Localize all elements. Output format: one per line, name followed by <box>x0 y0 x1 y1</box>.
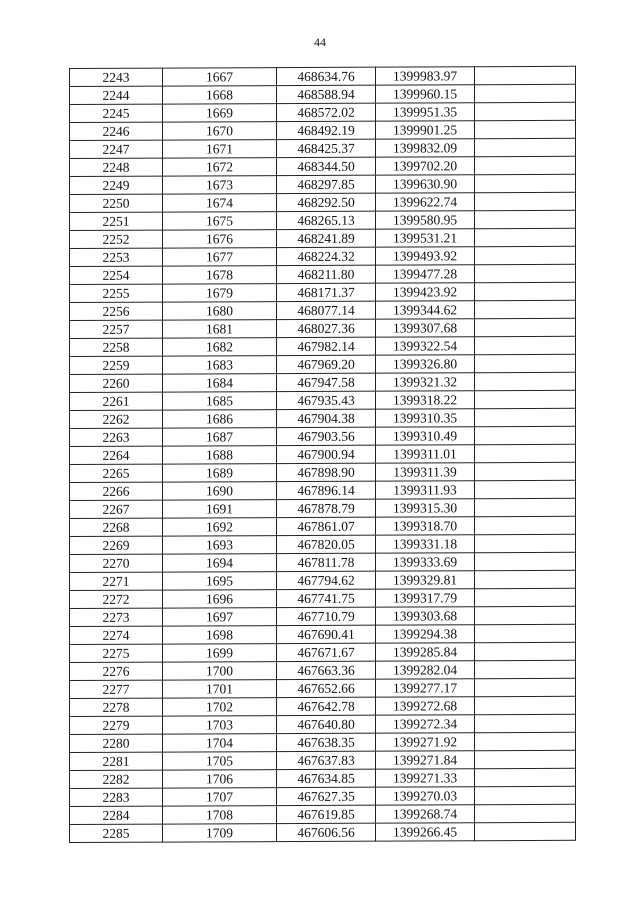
point-number-cell: 1696 <box>163 590 277 608</box>
note-cell <box>475 84 576 102</box>
y-coordinate-cell: 1399271.33 <box>376 769 475 787</box>
point-number-cell: 1694 <box>163 554 277 572</box>
y-coordinate-cell: 1399983.97 <box>376 67 475 85</box>
point-number-cell: 1709 <box>163 824 277 842</box>
y-coordinate-cell: 1399271.92 <box>376 733 475 751</box>
y-coordinate-cell: 1399630.90 <box>376 175 475 193</box>
y-coordinate-cell: 1399317.79 <box>376 589 475 607</box>
coordinates-table-body <box>70 66 576 842</box>
table-row <box>70 498 576 518</box>
row-number-cell: 2274 <box>70 626 163 644</box>
x-coordinate-cell: 467634.85 <box>277 769 376 787</box>
row-number-cell: 2263 <box>70 428 163 446</box>
row-number-cell: 2246 <box>70 122 163 140</box>
table-row <box>70 156 576 176</box>
x-coordinate-cell: 467663.36 <box>277 661 376 679</box>
y-coordinate-cell: 1399311.01 <box>376 445 475 463</box>
point-number-cell: 1695 <box>163 572 277 590</box>
row-number-cell: 2273 <box>70 608 163 626</box>
note-cell <box>475 138 576 156</box>
y-coordinate-cell: 1399315.30 <box>376 499 475 517</box>
y-coordinate-cell: 1399622.74 <box>376 193 475 211</box>
note-cell <box>475 444 576 462</box>
row-number-cell: 2271 <box>70 572 163 590</box>
note-cell <box>475 534 576 552</box>
note-cell <box>475 246 576 264</box>
note-cell <box>475 822 576 840</box>
note-cell <box>475 264 576 282</box>
x-coordinate-cell: 467619.85 <box>277 805 376 823</box>
table-row <box>70 516 576 536</box>
table-row <box>70 462 576 482</box>
table-row <box>70 264 576 284</box>
y-coordinate-cell: 1399270.03 <box>376 787 475 805</box>
row-number-cell: 2254 <box>70 266 163 284</box>
table-row <box>70 534 576 554</box>
point-number-cell: 1686 <box>163 410 277 428</box>
note-cell <box>475 606 576 624</box>
row-number-cell: 2284 <box>70 806 163 824</box>
point-number-cell: 1685 <box>163 392 277 410</box>
y-coordinate-cell: 1399702.20 <box>376 157 475 175</box>
table-row <box>70 606 576 626</box>
x-coordinate-cell: 468171.37 <box>277 283 376 301</box>
row-number-cell: 2259 <box>70 356 163 374</box>
point-number-cell: 1682 <box>163 338 277 356</box>
point-number-cell: 1671 <box>163 140 277 158</box>
point-number-cell: 1692 <box>163 518 277 536</box>
x-coordinate-cell: 468241.89 <box>277 229 376 247</box>
y-coordinate-cell: 1399311.93 <box>376 481 475 499</box>
row-number-cell: 2252 <box>70 230 163 248</box>
table-row <box>70 246 576 266</box>
point-number-cell: 1669 <box>163 104 277 122</box>
point-number-cell: 1673 <box>163 176 277 194</box>
y-coordinate-cell: 1399580.95 <box>376 211 475 229</box>
row-number-cell: 2285 <box>70 824 163 842</box>
row-number-cell: 2260 <box>70 374 163 392</box>
note-cell <box>475 300 576 318</box>
note-cell <box>475 660 576 678</box>
coordinates-table <box>69 66 576 843</box>
table-row <box>70 426 576 446</box>
point-number-cell: 1702 <box>163 698 277 716</box>
y-coordinate-cell: 1399331.18 <box>376 535 475 553</box>
row-number-cell: 2249 <box>70 176 163 194</box>
note-cell <box>475 552 576 570</box>
table-row <box>70 138 576 158</box>
row-number-cell: 2282 <box>70 770 163 788</box>
table-row <box>70 588 576 608</box>
point-number-cell: 1677 <box>163 248 277 266</box>
x-coordinate-cell: 467606.56 <box>277 823 376 841</box>
y-coordinate-cell: 1399318.22 <box>376 391 475 409</box>
row-number-cell: 2256 <box>70 302 163 320</box>
x-coordinate-cell: 468492.19 <box>277 121 376 139</box>
point-number-cell: 1698 <box>163 626 277 644</box>
table-row <box>70 372 576 392</box>
point-number-cell: 1688 <box>163 446 277 464</box>
x-coordinate-cell: 467640.80 <box>277 715 376 733</box>
y-coordinate-cell: 1399303.68 <box>376 607 475 625</box>
point-number-cell: 1679 <box>163 284 277 302</box>
note-cell <box>475 174 576 192</box>
row-number-cell: 2253 <box>70 248 163 266</box>
point-number-cell: 1703 <box>163 716 277 734</box>
y-coordinate-cell: 1399329.81 <box>376 571 475 589</box>
point-number-cell: 1668 <box>163 86 277 104</box>
note-cell <box>475 570 576 588</box>
table-row <box>70 228 576 248</box>
row-number-cell: 2258 <box>70 338 163 356</box>
point-number-cell: 1701 <box>163 680 277 698</box>
y-coordinate-cell: 1399333.69 <box>376 553 475 571</box>
table-row <box>70 768 576 788</box>
x-coordinate-cell: 468211.80 <box>277 265 376 283</box>
note-cell <box>475 624 576 642</box>
y-coordinate-cell: 1399344.62 <box>376 301 475 319</box>
x-coordinate-cell: 468292.50 <box>277 193 376 211</box>
table-row <box>70 804 576 824</box>
y-coordinate-cell: 1399423.92 <box>376 283 475 301</box>
x-coordinate-cell: 467861.07 <box>277 517 376 535</box>
note-cell <box>475 768 576 786</box>
note-cell <box>475 228 576 246</box>
table-row <box>70 336 576 356</box>
x-coordinate-cell: 468224.32 <box>277 247 376 265</box>
row-number-cell: 2268 <box>70 518 163 536</box>
x-coordinate-cell: 467741.75 <box>277 589 376 607</box>
note-cell <box>475 336 576 354</box>
table-row <box>70 570 576 590</box>
table-row <box>70 444 576 464</box>
x-coordinate-cell: 468344.50 <box>277 157 376 175</box>
table-row <box>70 786 576 806</box>
point-number-cell: 1670 <box>163 122 277 140</box>
note-cell <box>475 498 576 516</box>
point-number-cell: 1704 <box>163 734 277 752</box>
table-row <box>70 732 576 752</box>
row-number-cell: 2265 <box>70 464 163 482</box>
row-number-cell: 2257 <box>70 320 163 338</box>
y-coordinate-cell: 1399321.32 <box>376 373 475 391</box>
row-number-cell: 2261 <box>70 392 163 410</box>
point-number-cell: 1667 <box>163 68 277 86</box>
x-coordinate-cell: 468572.02 <box>277 103 376 121</box>
x-coordinate-cell: 467898.90 <box>277 463 376 481</box>
note-cell <box>475 102 576 120</box>
point-number-cell: 1680 <box>163 302 277 320</box>
table-row <box>70 624 576 644</box>
y-coordinate-cell: 1399310.49 <box>376 427 475 445</box>
point-number-cell: 1697 <box>163 608 277 626</box>
note-cell <box>475 714 576 732</box>
y-coordinate-cell: 1399318.70 <box>376 517 475 535</box>
point-number-cell: 1693 <box>163 536 277 554</box>
y-coordinate-cell: 1399272.68 <box>376 697 475 715</box>
point-number-cell: 1708 <box>163 806 277 824</box>
y-coordinate-cell: 1399322.54 <box>376 337 475 355</box>
table-row <box>70 192 576 212</box>
table-row <box>70 822 576 842</box>
x-coordinate-cell: 467904.38 <box>277 409 376 427</box>
x-coordinate-cell: 468297.85 <box>277 175 376 193</box>
table-row <box>70 300 576 320</box>
note-cell <box>475 318 576 336</box>
x-coordinate-cell: 467794.62 <box>277 571 376 589</box>
row-number-cell: 2248 <box>70 158 163 176</box>
y-coordinate-cell: 1399277.17 <box>376 679 475 697</box>
table-row <box>70 642 576 662</box>
x-coordinate-cell: 467710.79 <box>277 607 376 625</box>
x-coordinate-cell: 467896.14 <box>277 481 376 499</box>
point-number-cell: 1699 <box>163 644 277 662</box>
table-row <box>70 714 576 734</box>
note-cell <box>475 390 576 408</box>
x-coordinate-cell: 467652.66 <box>277 679 376 697</box>
note-cell <box>475 804 576 822</box>
row-number-cell: 2270 <box>70 554 163 572</box>
x-coordinate-cell: 467811.78 <box>277 553 376 571</box>
note-cell <box>475 696 576 714</box>
point-number-cell: 1705 <box>163 752 277 770</box>
row-number-cell: 2276 <box>70 662 163 680</box>
row-number-cell: 2267 <box>70 500 163 518</box>
x-coordinate-cell: 467969.20 <box>277 355 376 373</box>
table-row <box>70 354 576 374</box>
note-cell <box>475 66 576 84</box>
row-number-cell: 2266 <box>70 482 163 500</box>
point-number-cell: 1681 <box>163 320 277 338</box>
point-number-cell: 1684 <box>163 374 277 392</box>
y-coordinate-cell: 1399951.35 <box>376 103 475 121</box>
x-coordinate-cell: 468588.94 <box>277 85 376 103</box>
row-number-cell: 2277 <box>70 680 163 698</box>
x-coordinate-cell: 467903.56 <box>277 427 376 445</box>
y-coordinate-cell: 1399266.45 <box>376 823 475 841</box>
note-cell <box>475 516 576 534</box>
table-row <box>70 552 576 572</box>
point-number-cell: 1690 <box>163 482 277 500</box>
table-row <box>70 210 576 230</box>
row-number-cell: 2251 <box>70 212 163 230</box>
row-number-cell: 2279 <box>70 716 163 734</box>
row-number-cell: 2278 <box>70 698 163 716</box>
x-coordinate-cell: 467982.14 <box>277 337 376 355</box>
x-coordinate-cell: 468265.13 <box>277 211 376 229</box>
row-number-cell: 2280 <box>70 734 163 752</box>
row-number-cell: 2283 <box>70 788 163 806</box>
table-row <box>70 480 576 500</box>
note-cell <box>475 642 576 660</box>
y-coordinate-cell: 1399311.39 <box>376 463 475 481</box>
point-number-cell: 1691 <box>163 500 277 518</box>
table-row <box>70 318 576 338</box>
point-number-cell: 1675 <box>163 212 277 230</box>
table-row <box>70 174 576 194</box>
x-coordinate-cell: 467900.94 <box>277 445 376 463</box>
note-cell <box>475 786 576 804</box>
table-row <box>70 678 576 698</box>
point-number-cell: 1678 <box>163 266 277 284</box>
point-number-cell: 1689 <box>163 464 277 482</box>
point-number-cell: 1683 <box>163 356 277 374</box>
row-number-cell: 2262 <box>70 410 163 428</box>
note-cell <box>475 120 576 138</box>
point-number-cell: 1676 <box>163 230 277 248</box>
row-number-cell: 2244 <box>70 86 163 104</box>
y-coordinate-cell: 1399271.84 <box>376 751 475 769</box>
point-number-cell: 1687 <box>163 428 277 446</box>
table-row <box>70 750 576 770</box>
x-coordinate-cell: 467642.78 <box>277 697 376 715</box>
row-number-cell: 2269 <box>70 536 163 554</box>
note-cell <box>475 678 576 696</box>
x-coordinate-cell: 467627.35 <box>277 787 376 805</box>
row-number-cell: 2247 <box>70 140 163 158</box>
note-cell <box>475 192 576 210</box>
note-cell <box>475 408 576 426</box>
table-row <box>70 660 576 680</box>
x-coordinate-cell: 467820.05 <box>277 535 376 553</box>
x-coordinate-cell: 467878.79 <box>277 499 376 517</box>
note-cell <box>475 210 576 228</box>
note-cell <box>475 480 576 498</box>
page-number: 44 <box>314 35 326 49</box>
note-cell <box>475 282 576 300</box>
row-number-cell: 2264 <box>70 446 163 464</box>
row-number-cell: 2243 <box>70 68 163 86</box>
row-number-cell: 2272 <box>70 590 163 608</box>
y-coordinate-cell: 1399294.38 <box>376 625 475 643</box>
table-row <box>70 390 576 410</box>
row-number-cell: 2245 <box>70 104 163 122</box>
x-coordinate-cell: 467935.43 <box>277 391 376 409</box>
y-coordinate-cell: 1399285.84 <box>376 643 475 661</box>
row-number-cell: 2275 <box>70 644 163 662</box>
note-cell <box>475 462 576 480</box>
x-coordinate-cell: 467690.41 <box>277 625 376 643</box>
y-coordinate-cell: 1399901.25 <box>376 121 475 139</box>
y-coordinate-cell: 1399272.34 <box>376 715 475 733</box>
table-row <box>70 282 576 302</box>
y-coordinate-cell: 1399531.21 <box>376 229 475 247</box>
y-coordinate-cell: 1399282.04 <box>376 661 475 679</box>
point-number-cell: 1706 <box>163 770 277 788</box>
note-cell <box>475 354 576 372</box>
x-coordinate-cell: 468634.76 <box>277 67 376 85</box>
y-coordinate-cell: 1399310.35 <box>376 409 475 427</box>
point-number-cell: 1707 <box>163 788 277 806</box>
x-coordinate-cell: 467638.35 <box>277 733 376 751</box>
note-cell <box>475 588 576 606</box>
table-row <box>70 120 576 140</box>
y-coordinate-cell: 1399493.92 <box>376 247 475 265</box>
y-coordinate-cell: 1399832.09 <box>376 139 475 157</box>
row-number-cell: 2250 <box>70 194 163 212</box>
x-coordinate-cell: 468027.36 <box>277 319 376 337</box>
row-number-cell: 2255 <box>70 284 163 302</box>
y-coordinate-cell: 1399960.15 <box>376 85 475 103</box>
point-number-cell: 1674 <box>163 194 277 212</box>
note-cell <box>475 732 576 750</box>
note-cell <box>475 372 576 390</box>
table-row <box>70 408 576 428</box>
y-coordinate-cell: 1399477.28 <box>376 265 475 283</box>
table-row <box>70 66 576 86</box>
x-coordinate-cell: 467637.83 <box>277 751 376 769</box>
x-coordinate-cell: 468425.37 <box>277 139 376 157</box>
note-cell <box>475 426 576 444</box>
note-cell <box>475 156 576 174</box>
x-coordinate-cell: 467947.58 <box>277 373 376 391</box>
x-coordinate-cell: 468077.14 <box>277 301 376 319</box>
point-number-cell: 1672 <box>163 158 277 176</box>
note-cell <box>475 750 576 768</box>
row-number-cell: 2281 <box>70 752 163 770</box>
y-coordinate-cell: 1399268.74 <box>376 805 475 823</box>
table-row <box>70 696 576 716</box>
point-number-cell: 1700 <box>163 662 277 680</box>
table-row <box>70 102 576 122</box>
x-coordinate-cell: 467671.67 <box>277 643 376 661</box>
table-row <box>70 84 576 104</box>
y-coordinate-cell: 1399307.68 <box>376 319 475 337</box>
y-coordinate-cell: 1399326.80 <box>376 355 475 373</box>
